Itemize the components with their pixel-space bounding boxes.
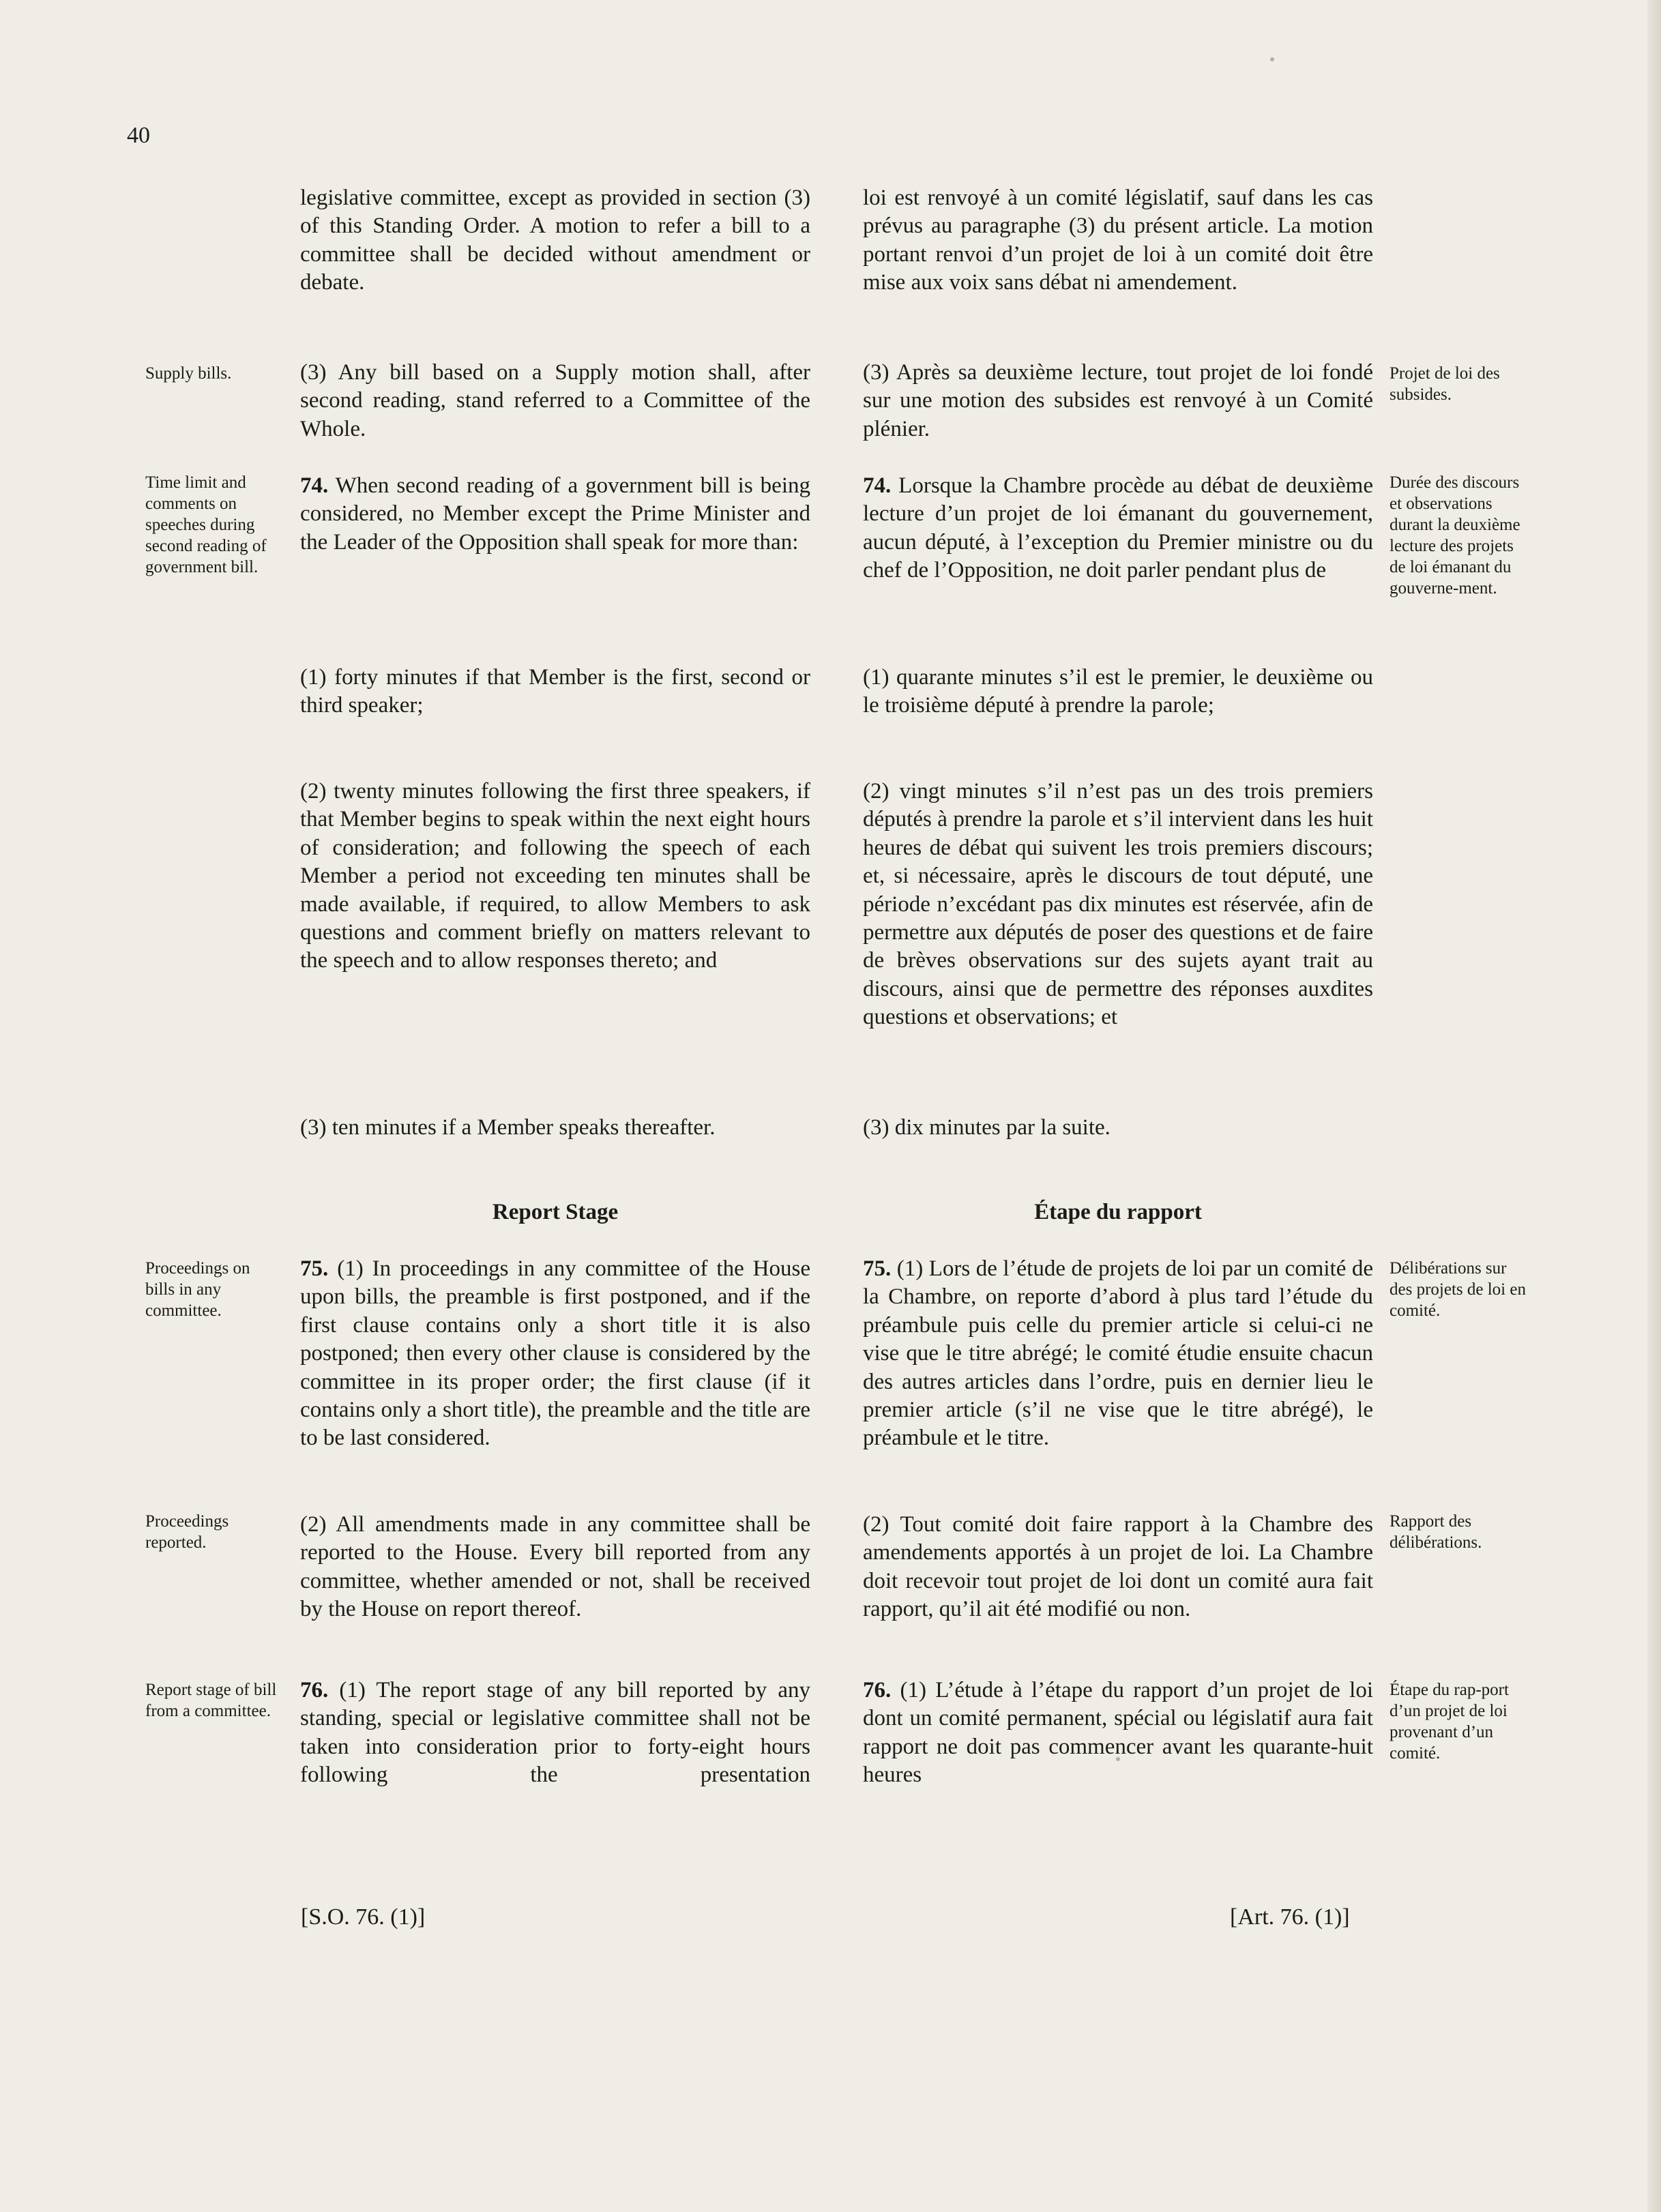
margin-note: Time limit and comments on speeches during second reading of government bill. <box>145 473 267 576</box>
paper-speck <box>1270 57 1274 61</box>
footer-reference-right: [Art. 76. (1)] <box>1230 1904 1350 1930</box>
french-paragraph <box>863 184 1373 297</box>
paragraph-text: (2) vingt minutes s’il n’est pas un des trois premiers députés à prendre la parole et s’il intervient dans les huit heures de débat qui suivent les trois premiers discours; et, si nécessaire, après le discours de tout député, une période n’excédant pas dix minutes est réservée, afin de permettre aux députés de poser des questions et de faire de brèves observations sur des sujets ayant trait au discours, ainsi que de permettre des réponses auxdites questions et observations; et <box>863 779 1373 1030</box>
footer-reference-left: [S.O. 76. (1)] <box>301 1904 426 1930</box>
page-edge <box>1647 0 1661 2212</box>
french-paragraph <box>863 1114 1373 1142</box>
english-paragraph <box>300 1511 810 1624</box>
paragraph-text: (3) ten minutes if a Member speaks thereafter. <box>300 1115 716 1140</box>
paragraph-text: (2) Tout comité doit faire rapport à la Chambre des amendements apportés à un projet de loi. La Chambre doit recevoir tout projet de loi dont un comité aura fait rapport, qu’il ait été modifié ou non. <box>863 1512 1373 1622</box>
paragraph-text: (1) quarante minutes s’il est le premier, le deuxième ou le troisième député à prendre la parole; <box>863 665 1373 718</box>
paragraph-text: When second reading of a government bill is being considered, no Member except the Prime Minister and the Leader of the Opposition shall speak for more than: <box>300 473 810 555</box>
margin-note: Délibérations sur des projets de loi en comité. <box>1390 1259 1526 1320</box>
margin-note: Supply bills. <box>145 364 232 383</box>
paragraph-text: loi est renvoyé à un comité législatif, sauf dans les cas prévus au paragraphe (3) du présent article. La motion portant renvoi d’un projet de loi à un comité doit être mise aux voix sans débat ni amendement. <box>863 186 1373 295</box>
english-paragraph <box>300 1677 810 1790</box>
section-number: 75. <box>863 1256 892 1281</box>
english-paragraph <box>300 778 810 975</box>
margin-note: Report stage of bill from a committee. <box>145 1681 277 1720</box>
paragraph-text: (3) Any bill based on a Supply motion shall, after second reading, stand referred to a Committee of the Whole. <box>300 360 810 441</box>
french-paragraph <box>863 359 1373 443</box>
french-paragraph <box>863 1255 1373 1453</box>
french-paragraph <box>863 1511 1373 1624</box>
english-paragraph <box>300 359 810 443</box>
section-number: 74. <box>863 473 892 498</box>
paragraph-text: (1) L’étude à l’étape du rapport d’un projet de loi dont un comité permanent, spécial ou législatif aura fait rapport ne doit pas commencer avant les quarante-huit heures <box>863 1678 1373 1788</box>
english-paragraph <box>300 184 810 297</box>
french-paragraph <box>863 778 1373 1032</box>
section-number: 76. <box>863 1678 892 1702</box>
paragraph-text: legislative committee, except as provided in section (3) of this Standing Order. A motion to refer a bill to a committee shall be decided without amendment or debate. <box>300 186 810 295</box>
section-number: 74. <box>300 473 329 498</box>
heading-text: Étape du rapport <box>1034 1200 1202 1224</box>
paragraph-text: (1) forty minutes if that Member is the first, second or third speaker; <box>300 665 810 718</box>
french-paragraph <box>863 1677 1373 1790</box>
margin-note: Durée des discours et observations durant la deuxième lecture des projets de loi émanant du gouverne-ment. <box>1390 473 1520 598</box>
page-number: 40 <box>127 123 150 148</box>
paragraph-text: (3) Après sa deuxième lecture, tout projet de loi fondé sur une motion des subsides est renvoyé à un Comité plénier. <box>863 360 1373 441</box>
paragraph-text: (3) dix minutes par la suite. <box>863 1115 1111 1140</box>
english-paragraph <box>300 1114 810 1142</box>
section-heading <box>863 1198 1373 1226</box>
section-number: 75. <box>300 1256 329 1281</box>
margin-note: Rapport des délibérations. <box>1390 1512 1482 1552</box>
margin-note: Proceedings reported. <box>145 1512 229 1552</box>
french-paragraph <box>863 664 1373 720</box>
margin-note: Proceedings on bills in any committee. <box>145 1259 250 1320</box>
paragraph-text: Lorsque la Chambre procède au débat de deuxième lecture d’un projet de loi émanant du gouvernement, aucun député, à l’exception du Premier ministre ou du chef de l’Opposition, ne doit parler pendant plus de <box>863 473 1373 583</box>
margin-note: Projet de loi des subsides. <box>1390 364 1500 404</box>
french-paragraph <box>863 472 1373 585</box>
english-paragraph <box>300 1255 810 1453</box>
paragraph-text: (2) All amendments made in any committee shall be reported to the House. Every bill reported from any committee, whether amended or not, shall be received by the House on report thereof. <box>300 1512 810 1622</box>
margin-note: Étape du rap-port d’un projet de loi provenant d’un comité. <box>1390 1681 1509 1763</box>
english-paragraph <box>300 664 810 720</box>
paragraph-text: (2) twenty minutes following the first three speakers, if that Member begins to speak within the next eight hours of consideration; and following the speech of each Member a period not exceeding ten minutes shall be made available, if required, to allow Members to ask questions and comment briefly on matters relevant to the speech and to allow responses thereto; and <box>300 779 810 973</box>
section-heading <box>300 1198 810 1226</box>
paragraph-text: (1) In proceedings in any committee of the House upon bills, the preamble is first postponed, and if the first clause contains only a short title it is also postponed; then every other clause is considered by the committee in its proper order; the first clause (if it contains only a short title), the preamble and the title are to be last considered. <box>300 1256 810 1451</box>
paragraph-text: (1) Lors de l’étude de projets de loi par un comité de la Chambre, on reporte d’abord à plus tard l’étude du préambule puis celle du premier article si celui-ci ne vise que le titre abrégé; le comité étudie ensuite chacun des autres articles dans l’ordre, puis en dernier lieu le premier article (s’il ne vise que le titre abrégé), le préambule et le titre. <box>863 1256 1373 1451</box>
heading-text: Report Stage <box>492 1200 619 1224</box>
english-paragraph <box>300 472 810 557</box>
section-number: 76. <box>300 1678 329 1702</box>
paragraph-text: (1) The report stage of any bill reported by any standing, special or legislative committee shall not be taken into consideration prior to forty-eight hours following the presentation <box>300 1678 810 1788</box>
